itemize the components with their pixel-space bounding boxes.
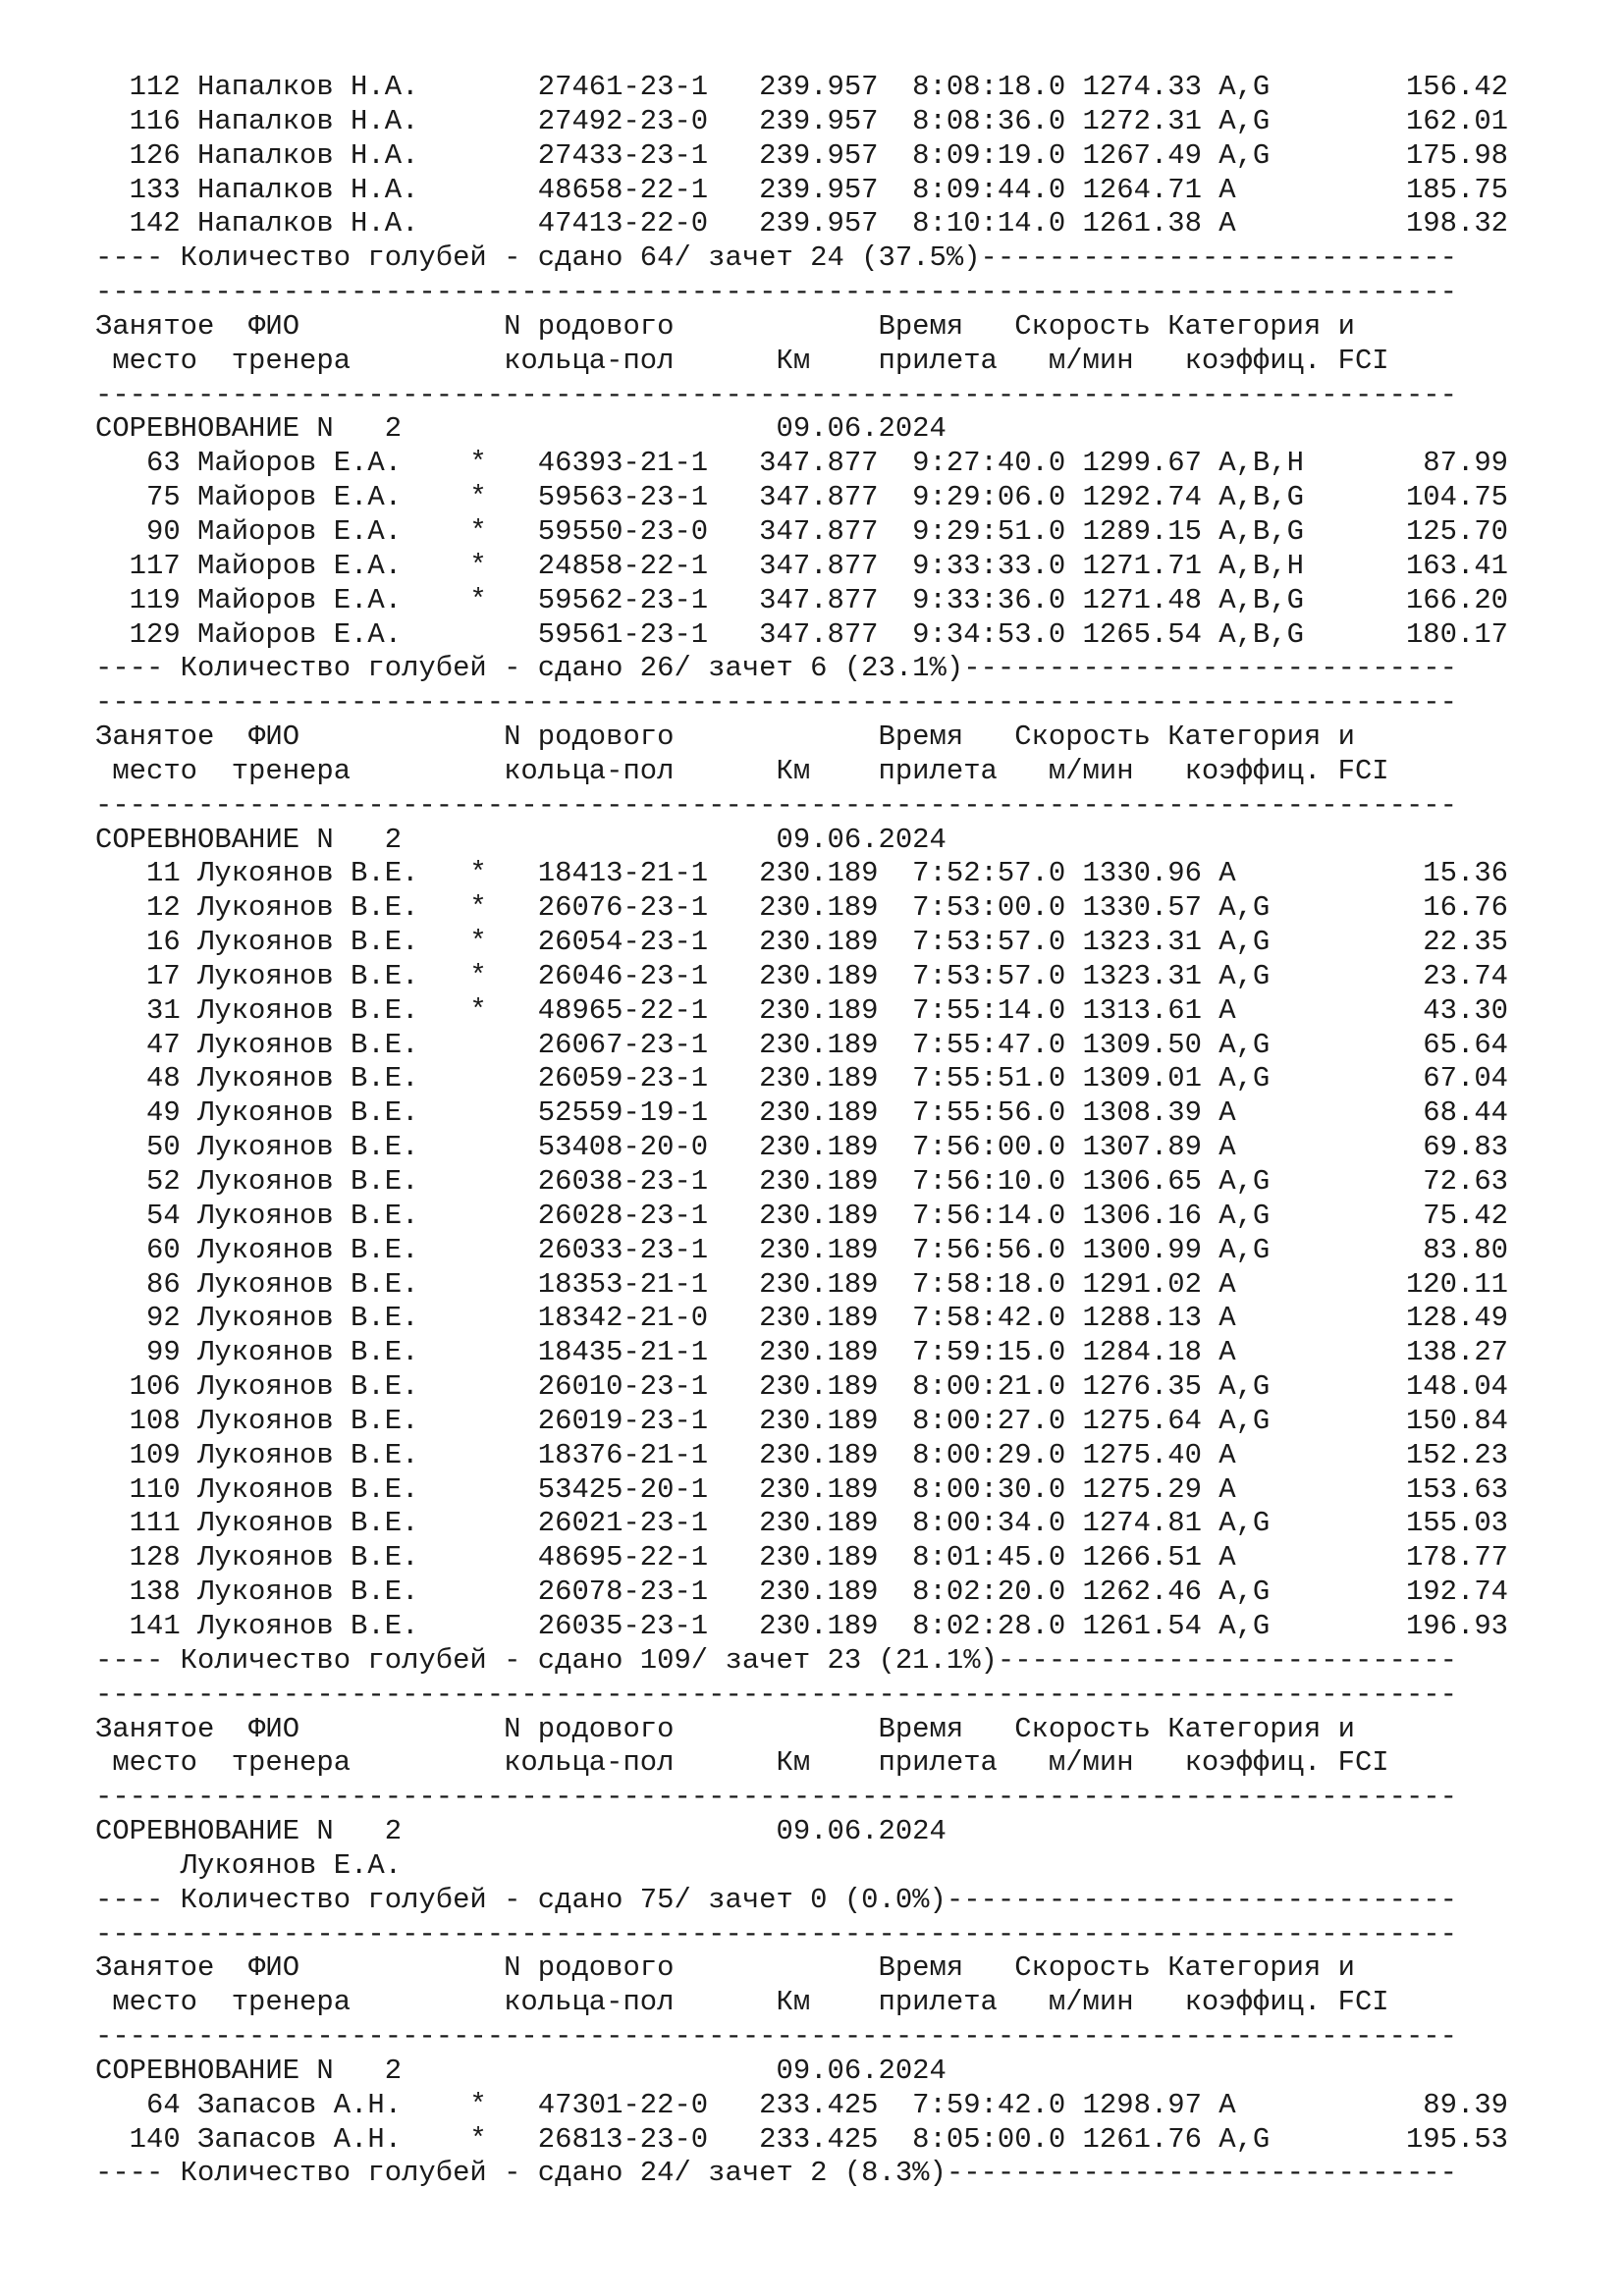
- column-header-line-2: место тренера кольца-пол Км прилета м/мин коэффиц. FCI: [95, 754, 1389, 787]
- result-row: 141 Лукоянов В.Е. 26035-23-1 230.189 8:02:28.0 1261.54 A,G 196.93: [95, 1609, 1508, 1642]
- separator-line: --------------------------------------------------------------------------------: [95, 378, 1457, 411]
- result-row: 99 Лукоянов В.Е. 18435-21-1 230.189 7:59:15.0 1284.18 A 138.27: [95, 1336, 1508, 1369]
- result-row: 17 Лукоянов В.Е. * 26046-23-1 230.189 7:53:57.0 1323.31 A,G 23.74: [95, 959, 1508, 992]
- result-row: 128 Лукоянов В.Е. 48695-22-1 230.189 8:01:45.0 1266.51 A 178.77: [95, 1541, 1508, 1575]
- summary-line: ---- Количество голубей - сдано 64/ зачет 24 (37.5%)----------------------------: [95, 241, 1457, 275]
- result-row: 86 Лукоянов В.Е. 18353-21-1 230.189 7:58:18.0 1291.02 A 120.11: [95, 1267, 1508, 1301]
- result-row: 119 Майоров Е.А. * 59562-23-1 347.877 9:33:36.0 1271.48 A,B,G 166.20: [95, 583, 1508, 616]
- result-row: 133 Напалков Н.А. 48658-22-1 239.957 8:09:44.0 1264.71 A 185.75: [95, 173, 1508, 206]
- summary-line: [95, 2191, 1588, 2225]
- result-row: 142 Напалков Н.А. 47413-22-0 239.957 8:10:14.0 1261.38 A 198.32: [95, 207, 1508, 240]
- column-header-line-1: Занятое ФИО N родового Время Скорость Категория и: [95, 309, 1355, 343]
- result-row: 112 Напалков Н.А. 27461-23-1 239.957 8:08:18.0 1274.33 A,G 156.42: [95, 71, 1508, 103]
- result-row: 11 Лукоянов В.Е. * 18413-21-1 230.189 7:52:57.0 1330.96 A 15.36: [95, 857, 1508, 890]
- result-row: 16 Лукоянов В.Е. * 26054-23-1 230.189 7:53:57.0 1323.31 A,G 22.35: [95, 926, 1508, 959]
- result-row: 75 Майоров Е.А. * 59563-23-1 347.877 9:29:06.0 1292.74 A,B,G 104.75: [95, 481, 1508, 514]
- result-row: 31 Лукоянов В.Е. * 48965-22-1 230.189 7:55:14.0 1313.61 A 43.30: [95, 993, 1508, 1027]
- competition-heading: СОРЕВНОВАНИЕ N 2 09.06.2024: [95, 412, 947, 446]
- separator-line: --------------------------------------------------------------------------------: [95, 276, 1457, 309]
- result-row: 129 Майоров Е.А. 59561-23-1 347.877 9:34:53.0 1265.54 A,B,G 180.17: [95, 617, 1508, 651]
- summary-line: --------------------------------------------------------------------------------: [95, 1917, 1457, 1950]
- separator-line: СОРЕВНОВАНИЕ N 2 09.06.2024: [95, 1815, 947, 1848]
- result-row: 106 Лукоянов В.Е. 26010-23-1 230.189 8:00:21.0 1276.35 A,G 148.04: [95, 1370, 1508, 1404]
- summary-line: ---- Количество голубей - сдано 26/ зачет 6 (23.1%)-----------------------------: [95, 652, 1457, 685]
- result-row: ---- Количество голубей - сдано 109/ зачет 23 (21.1%)---------------------------: [95, 1643, 1457, 1677]
- separator-line: --------------------------------------------------------------------------------: [95, 686, 1457, 720]
- column-header-line-2: --------------------------------------------------------------------------------: [95, 1781, 1457, 1814]
- results-printout: [95, 71, 1588, 2225]
- result-row: 111 Лукоянов В.Е. 26021-23-1 230.189 8:00:34.0 1274.81 A,G 155.03: [95, 1507, 1508, 1540]
- competition-heading: СОРЕВНОВАНИЕ N 2 09.06.2024: [95, 823, 947, 856]
- competition-heading: Лукоянов Е.А.: [95, 1848, 403, 1882]
- result-row: 109 Лукоянов В.Е. 18376-21-1 230.189 8:00:29.0 1275.40 A 152.23: [95, 1438, 1508, 1471]
- result-row: 12 Лукоянов В.Е. * 26076-23-1 230.189 7:53:00.0 1330.57 A,G 16.76: [95, 891, 1508, 925]
- result-row: 50 Лукоянов В.Е. 53408-20-0 230.189 7:56:00.0 1307.89 A 69.83: [95, 1131, 1508, 1164]
- result-row: 90 Майоров Е.А. * 59550-23-0 347.877 9:29:51.0 1289.15 A,B,G 125.70: [95, 514, 1508, 548]
- separator-line: Занятое ФИО N родового Время Скорость Категория и: [95, 1951, 1355, 1985]
- result-row: ---- Количество голубей - сдано 24/ зачет 2 (8.3%)------------------------------: [95, 2157, 1457, 2190]
- result-row: 108 Лукоянов В.Е. 26019-23-1 230.189 8:00:27.0 1275.64 A,G 150.84: [95, 1404, 1508, 1437]
- result-row: 92 Лукоянов В.Е. 18342-21-0 230.189 7:58:42.0 1288.13 A 128.49: [95, 1302, 1508, 1335]
- separator-line: СОРЕВНОВАНИЕ N 2 09.06.2024: [95, 2054, 947, 2087]
- result-row: 116 Напалков Н.А. 27492-23-0 239.957 8:08:36.0 1272.31 A,G 162.01: [95, 104, 1508, 137]
- result-row: 63 Майоров Е.А. * 46393-21-1 347.877 9:27:40.0 1299.67 A,B,H 87.99: [95, 447, 1508, 480]
- competition-heading: 64 Запасов А.Н. * 47301-22-0 233.425 7:59:42.0 1298.97 A 89.39: [95, 2088, 1508, 2121]
- trainer-name-line: ---- Количество голубей - сдано 75/ зачет 0 (0.0%)------------------------------: [95, 1883, 1457, 1916]
- summary-line: --------------------------------------------------------------------------------: [95, 1678, 1457, 1711]
- column-header-line-1: Занятое ФИО N родового Время Скорость Категория и: [95, 721, 1355, 754]
- result-row: 126 Напалков Н.А. 27433-23-1 239.957 8:09:19.0 1267.49 A,G 175.98: [95, 138, 1508, 172]
- result-row: 110 Лукоянов В.Е. 53425-20-1 230.189 8:00:30.0 1275.29 A 153.63: [95, 1472, 1508, 1506]
- result-row: 54 Лукоянов В.Е. 26028-23-1 230.189 7:56:14.0 1306.16 A,G 75.42: [95, 1199, 1508, 1232]
- column-header-line-2: --------------------------------------------------------------------------------: [95, 2020, 1457, 2054]
- result-row: 47 Лукоянов В.Е. 26067-23-1 230.189 7:55:47.0 1309.50 A,G 65.64: [95, 1028, 1508, 1061]
- column-header-line-1: место тренера кольца-пол Км прилета м/мин коэффиц. FCI: [95, 1746, 1389, 1780]
- result-row: 138 Лукоянов В.Е. 26078-23-1 230.189 8:02:20.0 1262.46 A,G 192.74: [95, 1575, 1508, 1609]
- result-row: 48 Лукоянов В.Е. 26059-23-1 230.189 7:55:51.0 1309.01 A,G 67.04: [95, 1062, 1508, 1095]
- result-row: 49 Лукоянов В.Е. 52559-19-1 230.189 7:55:56.0 1308.39 A 68.44: [95, 1096, 1508, 1130]
- result-row: 52 Лукоянов В.Е. 26038-23-1 230.189 7:56:10.0 1306.65 A,G 72.63: [95, 1165, 1508, 1198]
- column-header-line-2: место тренера кольца-пол Км прилета м/мин коэффиц. FCI: [95, 344, 1389, 377]
- column-header-line-1: место тренера кольца-пол Км прилета м/мин коэффиц. FCI: [95, 1986, 1389, 2019]
- result-row: 140 Запасов А.Н. * 26813-23-0 233.425 8:05:00.0 1261.76 A,G 195.53: [95, 2122, 1508, 2156]
- result-row: 60 Лукоянов В.Е. 26033-23-1 230.189 7:56:56.0 1300.99 A,G 83.80: [95, 1233, 1508, 1266]
- separator-line: --------------------------------------------------------------------------------: [95, 788, 1457, 822]
- result-row: 117 Майоров Е.А. * 24858-22-1 347.877 9:33:33.0 1271.71 A,B,H 163.41: [95, 549, 1508, 582]
- separator-line: Занятое ФИО N родового Время Скорость Категория и: [95, 1712, 1355, 1745]
